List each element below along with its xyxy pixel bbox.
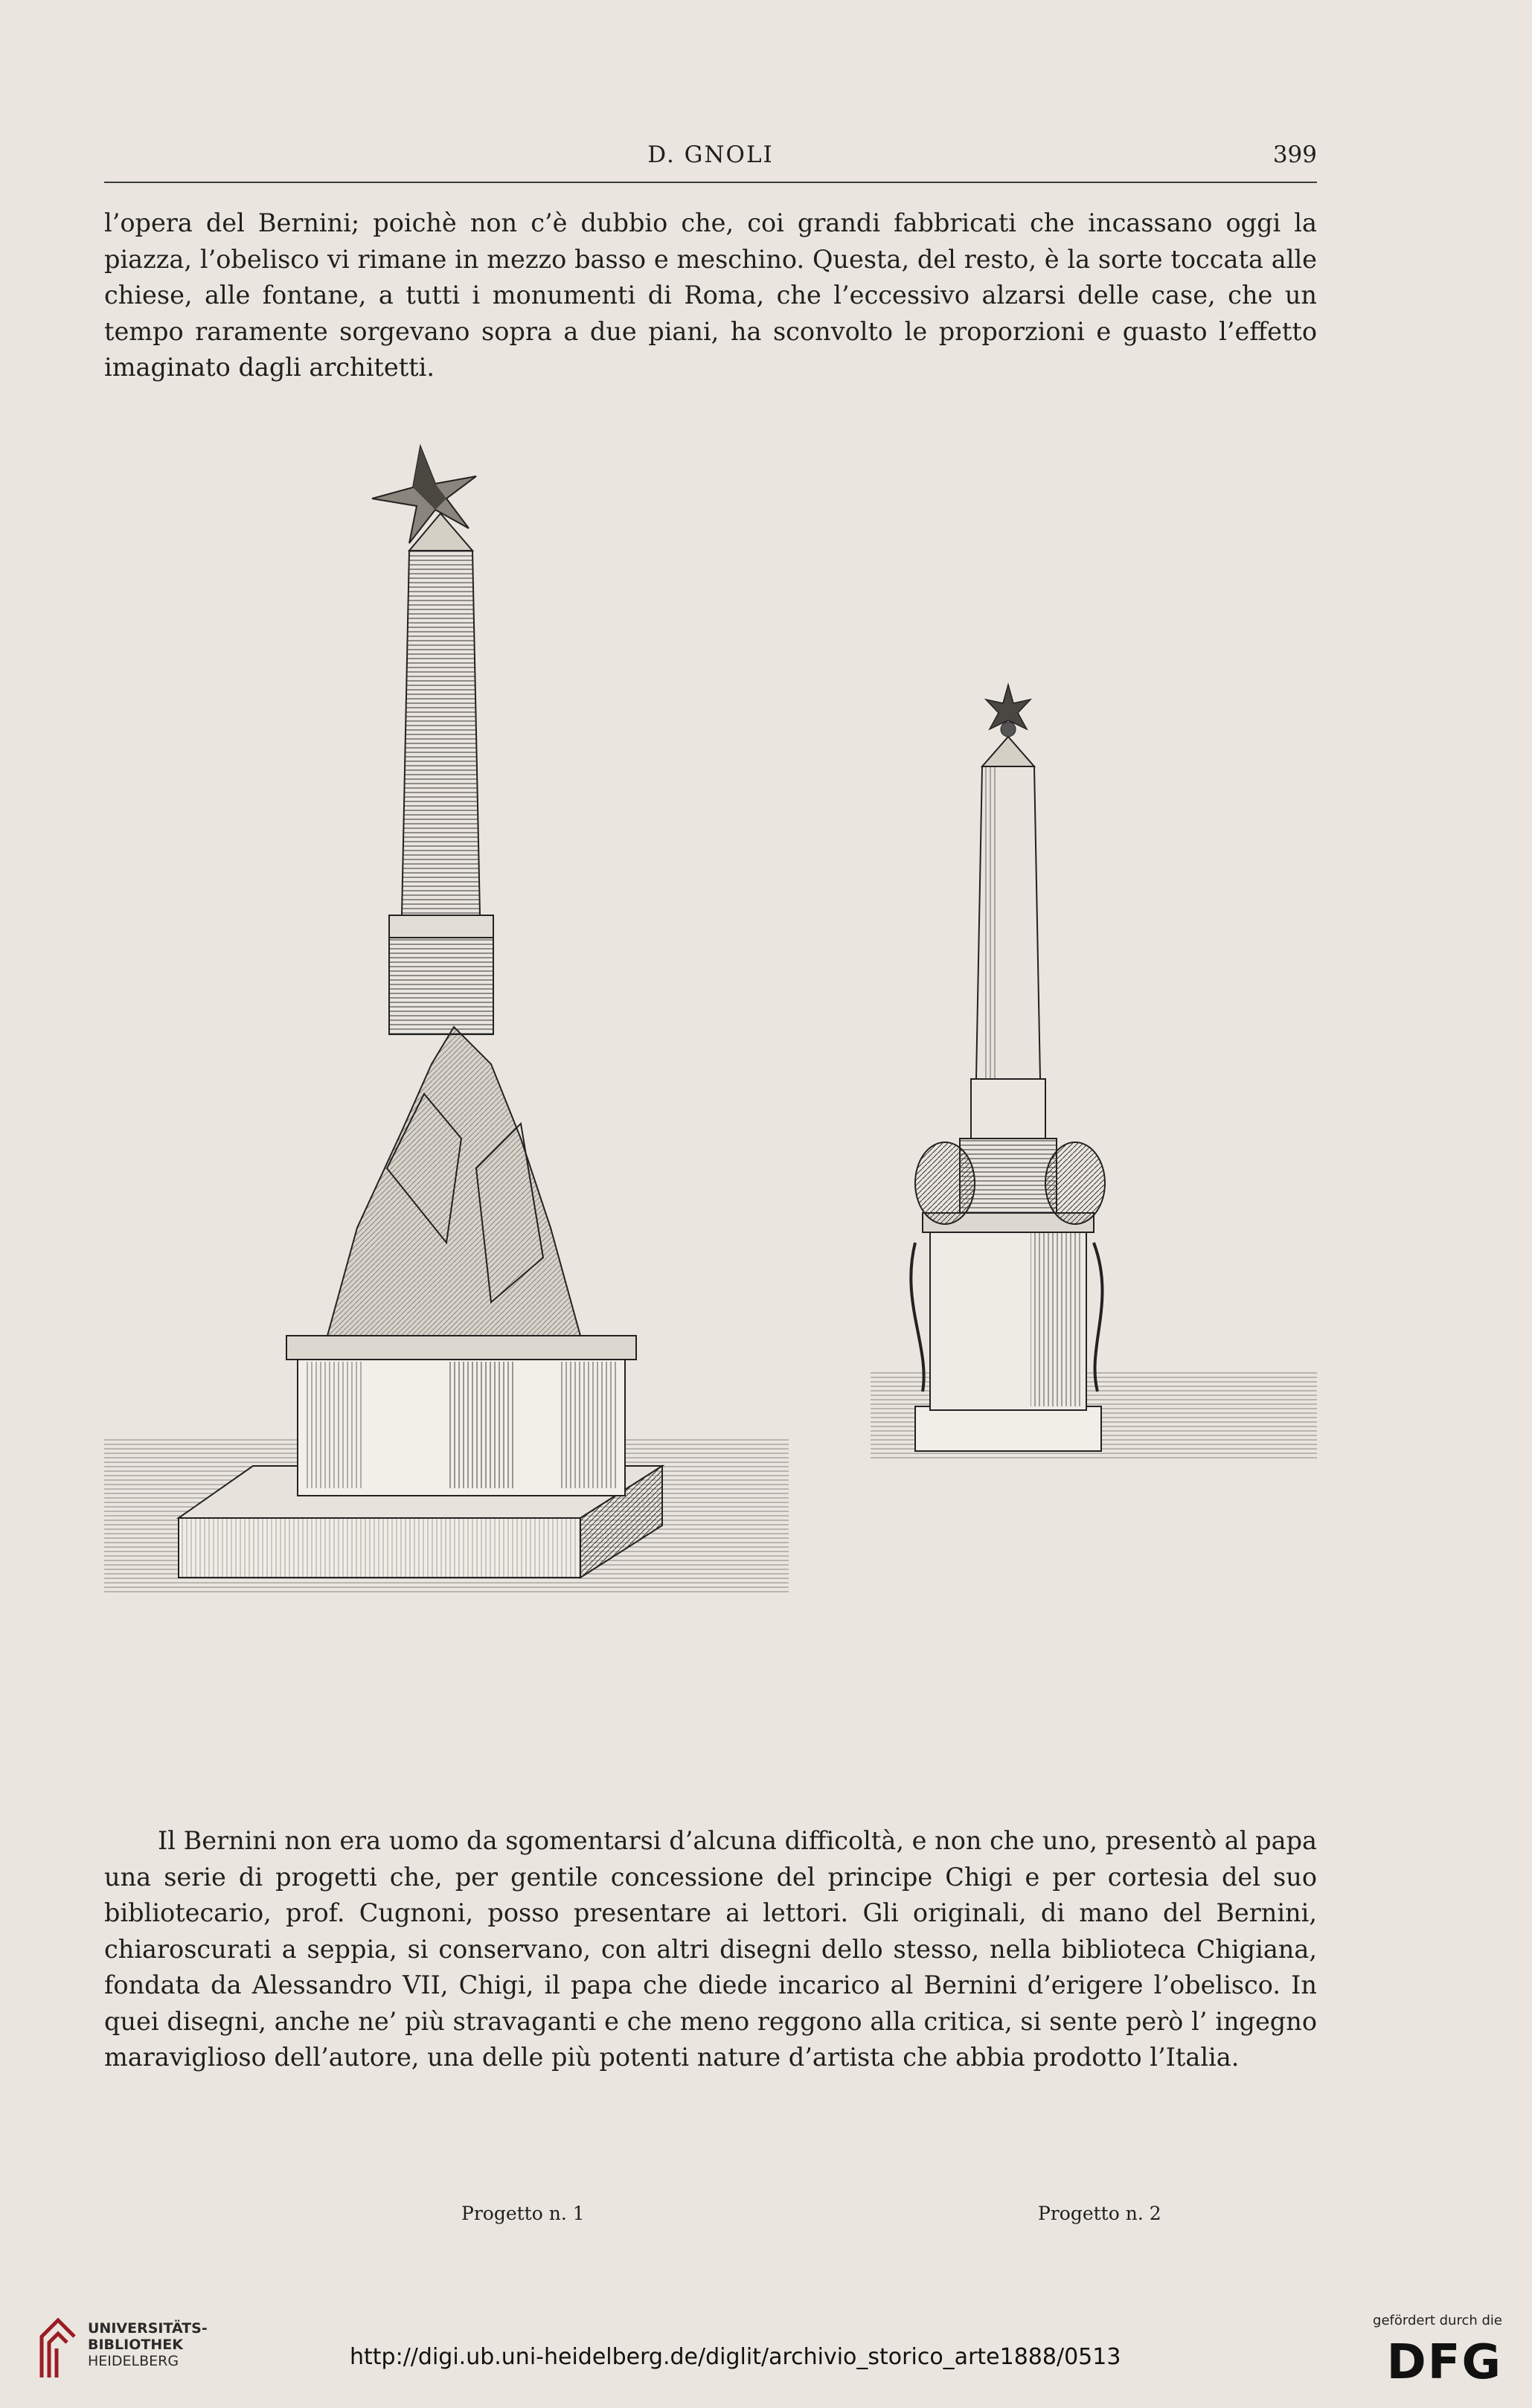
library-name bbox=[88, 2320, 208, 2369]
library-line-2: BIBLIOTHEK bbox=[88, 2337, 183, 2353]
permalink-url[interactable]: http://digi.ub.uni-heidelberg.de/diglit/archivio_storico_arte1888/0513 bbox=[350, 2344, 1121, 2370]
digitization-footer bbox=[0, 2307, 1532, 2408]
caption-project-2: Progetto n. 2 bbox=[1038, 2203, 1161, 2224]
paragraph-2: Il Bernini non era uomo da sgomentarsi d’alcuna difficoltà, e non che uno, presentò al papa una serie di progetti che, per gentile concessione del principe Chigi e per cortesia del suo bibliotecario, prof. Cugnoni, posso presentare ai lettori. Gli originali, di mano del Bernini, chiaroscurati a seppia, si conservano, con altri disegni dello stesso, nella biblioteca Chigiana, fondata da Alessandro VII, Chigi, il papa che diede incarico al Bernini d’erigere l’obelisco. In quei disegni, anche ne’ più stravaganti e che meno reggono alla critica, si sente però l’ ingegno maraviglioso dell’autore, una delle più potenti nature d’artista che abbia prodotto l’Italia. bbox=[104, 1826, 1317, 2072]
project-2-drawing bbox=[871, 685, 1317, 1458]
university-library-logo-icon bbox=[36, 2314, 80, 2381]
page-number: 399 bbox=[1272, 141, 1317, 168]
funding-note: gefördert durch die bbox=[1373, 2313, 1502, 2328]
project-1-drawing bbox=[104, 446, 789, 1592]
running-header bbox=[104, 141, 1317, 177]
library-line-3: HEIDELBERG bbox=[88, 2353, 179, 2369]
library-line-1: UNIVERSITÄTS- bbox=[88, 2320, 208, 2337]
header-author: D. GNOLI bbox=[647, 141, 774, 168]
dfg-logo: DFG bbox=[1386, 2335, 1502, 2390]
paragraph-1: l’opera del Bernini; poichè non c’è dubbio che, coi grandi fabbricati che incassano oggi la piazza, l’obelisco vi rimane in mezzo basso e meschino. Questa, del resto, è la sorte toccata alle chiese, alle fontane, a tutti i monumenti di Roma, che l’eccessivo alzarsi delle case, che un tempo raramente sorgevano sopra a due piani, ha sconvolto le proporzioni e guasto l’effetto imaginato dagli architetti. bbox=[104, 208, 1317, 382]
obelisk-engravings bbox=[104, 424, 1324, 1764]
caption-project-1: Progetto n. 1 bbox=[461, 2203, 585, 2224]
header-rule bbox=[104, 182, 1317, 183]
